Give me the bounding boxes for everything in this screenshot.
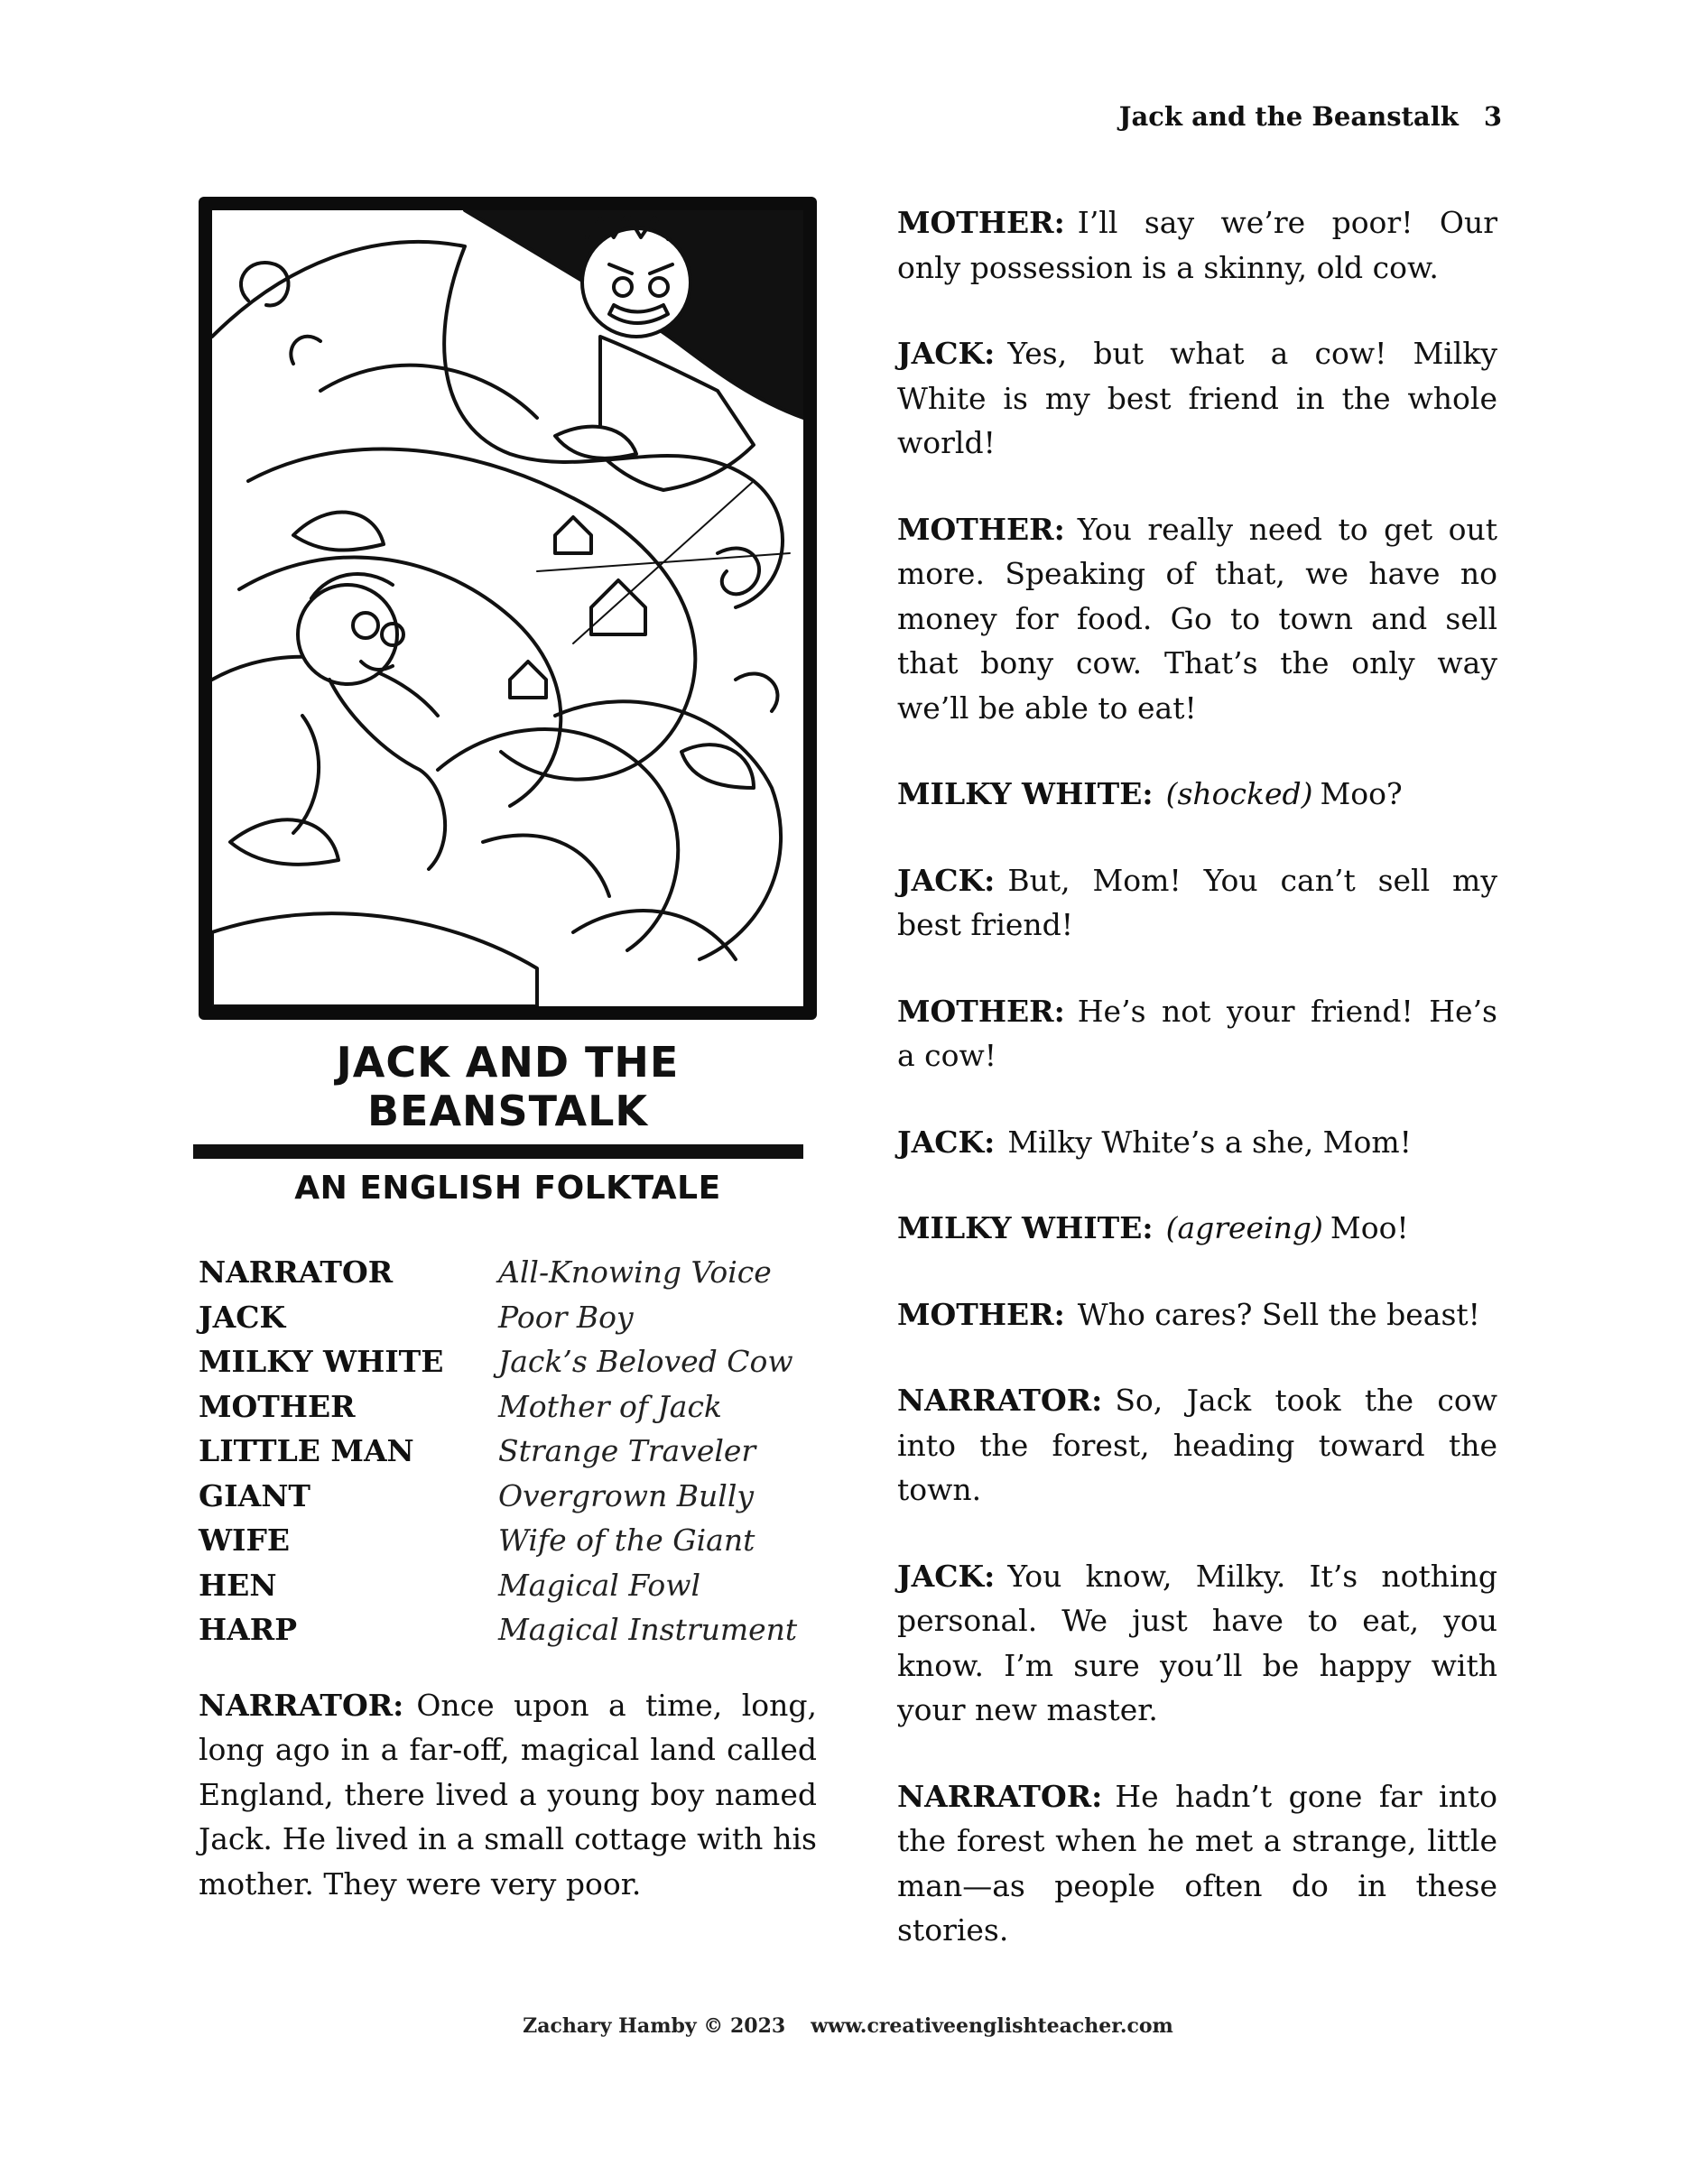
speaker-label: NARRATOR: (897, 1383, 1103, 1418)
speaker-label: MOTHER: (897, 511, 1065, 547)
dialogue-line (897, 858, 1497, 948)
cast-description: Magical Instrument (498, 1612, 798, 1647)
copyright: Zachary Hamby © 2023 (523, 2014, 786, 2038)
speech-text: Milky White’s a she, Mom! (1007, 1124, 1412, 1160)
cast-name: GIANT (199, 1477, 310, 1513)
dialogue-line (897, 1378, 1497, 1513)
speech-text: Once upon a time, long, long ago in a far-off, magical land called England, there lived a young boy named Jack. He lived in a small cottage with his mother. They were very poor. (199, 1687, 817, 1902)
cast-row (199, 1250, 817, 1295)
cast-name: WIFE (199, 1522, 291, 1558)
speech-text: Who cares? Sell the beast! (1077, 1296, 1480, 1332)
cast-description: Overgrown Bully (498, 1477, 755, 1513)
speaker-label: JACK: (897, 336, 996, 371)
stage-direction: (agreeing) (1165, 1210, 1323, 1245)
speech-text: He hadn’t gone far into the forest when he met a strange, little man—as people often do in these stories. (897, 1778, 1497, 1948)
page-number: 3 (1483, 101, 1502, 132)
speech-text: You know, Milky. It’s nothing personal. We just have to eat, you know. I’m sure you’ll be happy with your new master. (897, 1558, 1497, 1727)
cast-name: HEN (199, 1567, 277, 1603)
title-divider (193, 1144, 803, 1159)
cast-description: Jack’s Beloved Cow (498, 1344, 793, 1379)
cast-row (199, 1429, 817, 1474)
cast-description: Strange Traveler (498, 1433, 756, 1468)
dialogue-line (897, 989, 1497, 1078)
cast-row (199, 1607, 817, 1652)
running-title: Jack and the Beanstalk (1118, 101, 1459, 132)
play-title: JACK AND THE BEANSTALK (336, 1038, 680, 1135)
right-column (897, 200, 1497, 1994)
cast-row (199, 1518, 817, 1563)
dialogue-line (897, 331, 1497, 466)
cast-row (199, 1563, 817, 1608)
dialogue-line (897, 1554, 1497, 1733)
speech-text: Moo! (1330, 1210, 1409, 1245)
speech-text: But, Mom! You can’t sell my best friend! (897, 862, 1497, 942)
speech-text: He’s not your friend! He’s a cow! (897, 993, 1497, 1073)
speaker-label: JACK: (897, 1558, 996, 1594)
cast-row (199, 1295, 817, 1340)
cast-name: NARRATOR (199, 1254, 394, 1290)
speaker-label: NARRATOR: (897, 1778, 1103, 1814)
cast-description: Wife of the Giant (498, 1522, 755, 1558)
illustration-drawing (212, 210, 803, 1006)
speaker-label: JACK: (897, 1124, 996, 1160)
speaker-label: MILKY WHITE: (897, 1210, 1154, 1245)
left-column (199, 197, 817, 1948)
dialogue-line (897, 507, 1497, 731)
cast-row (199, 1474, 817, 1519)
cast-description: Magical Fowl (498, 1567, 701, 1603)
play-subtitle: AN ENGLISH FOLKTALE (294, 1170, 721, 1207)
speech-text: You really need to get out more. Speaking of that, we have no money for food. Go to town and sell that bony cow. That’s the only way we’ll be able to eat! (897, 511, 1497, 726)
dialogue-line (897, 1774, 1497, 1953)
dialogue-line (897, 1292, 1497, 1337)
cast-list (199, 1250, 817, 1652)
beanstalk-illustration (199, 197, 817, 1020)
cast-name: JACK (199, 1299, 286, 1335)
cast-name: HARP (199, 1612, 298, 1647)
cast-row (199, 1384, 817, 1430)
dialogue-line (897, 1120, 1497, 1165)
speaker-label: MOTHER: (897, 993, 1065, 1029)
stage-direction: (shocked) (1165, 776, 1313, 811)
cast-description: All-Knowing Voice (498, 1254, 772, 1290)
speaker-label: MILKY WHITE: (897, 776, 1154, 811)
speaker-label: MOTHER: (897, 205, 1065, 240)
cast-name: MILKY WHITE (199, 1344, 444, 1379)
cast-description: Poor Boy (498, 1299, 634, 1335)
opening-narration (199, 1683, 817, 1907)
cast-row (199, 1339, 817, 1384)
running-header (1119, 101, 1502, 132)
dialogue-line (897, 1206, 1497, 1251)
dialogue-line (897, 772, 1497, 817)
speaker-label: MOTHER: (897, 1296, 1065, 1332)
dialogue-line (897, 200, 1497, 290)
cast-name: MOTHER (199, 1388, 356, 1424)
website-link[interactable]: www.creativeenglishteacher.com (811, 2014, 1173, 2038)
speech-text: Yes, but what a cow! Milky White is my best friend in the whole world! (897, 336, 1497, 460)
speaker-label: NARRATOR: (199, 1687, 404, 1723)
speech-text: Moo? (1320, 776, 1403, 811)
speaker-label: JACK: (897, 862, 996, 898)
cast-name: LITTLE MAN (199, 1433, 414, 1468)
speech-text: So, Jack took the cow into the forest, heading toward the town. (897, 1383, 1497, 1507)
page-footer (0, 2014, 1696, 2038)
cast-description: Mother of Jack (498, 1388, 722, 1424)
speech-text: I’ll say we’re poor! Our only possession is a skinny, old cow. (897, 205, 1497, 285)
